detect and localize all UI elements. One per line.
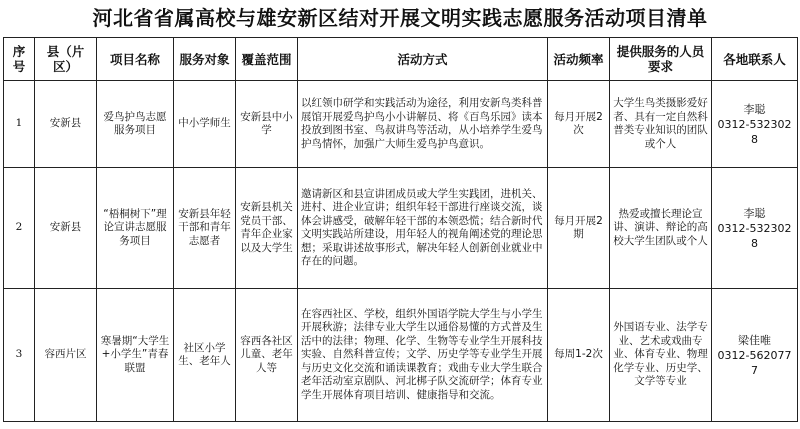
header-requirements: 提供服务的人员要求 [610, 38, 712, 81]
cell-requirements: 外国语专业、法学专业、艺术或戏曲专业、体育专业、物理化学专业、历史学、文学等专业 [610, 289, 712, 422]
project-table [3, 37, 798, 422]
table-row [4, 289, 798, 422]
cell-project: “梧桐树下”理论宣讲志愿服务项目 [97, 168, 174, 289]
cell-county: 容西片区 [35, 289, 97, 422]
contact-name: 李聪 [743, 206, 766, 220]
cell-contact [712, 289, 798, 422]
cell-method: 邀请新区和县宣讲团成员或大学生实践团，进机关、进村、进企业宣讲；组织年轻干部进行座谈交流，谈体会讲感受，破解年轻干部的本领恐慌；结合新时代文明实践站所建设，用年轻人的视角阐述党的理论思想；采取讲述故事形式，解决年轻人创新创业就业中存在的问题。 [298, 168, 548, 289]
header-seq: 序号 [4, 38, 35, 81]
contact-phone: 0312-5323028 [717, 117, 792, 146]
cell-project: 爱鸟护鸟志愿服务项目 [97, 81, 174, 168]
cell-target: 中小学师生 [174, 81, 236, 168]
cell-seq: 1 [4, 81, 35, 168]
cell-seq: 3 [4, 289, 35, 422]
cell-requirements: 大学生鸟类摄影爱好者、具有一定自然科普类专业知识的团队或个人 [610, 81, 712, 168]
cell-contact [712, 168, 798, 289]
cell-frequency: 每月开展2次 [548, 81, 610, 168]
cell-scope: 安新县机关党员干部、青年企业家以及大学生 [236, 168, 298, 289]
cell-requirements: 热爱或擅长理论宣讲、演讲、辩论的高校大学生团队或个人 [610, 168, 712, 289]
document-title: 河北省省属高校与雄安新区结对开展文明实践志愿服务活动项目清单 [92, 6, 708, 30]
cell-seq: 2 [4, 168, 35, 289]
table-row [4, 168, 798, 289]
cell-county: 安新县 [35, 168, 97, 289]
contact-name: 李聪 [743, 102, 766, 116]
contact-phone: 0312-5323028 [717, 221, 792, 250]
cell-contact [712, 81, 798, 168]
header-frequency: 活动频率 [548, 38, 610, 81]
cell-scope: 容西各社区儿童、老年人等 [236, 289, 298, 422]
cell-target: 社区小学生、老年人 [174, 289, 236, 422]
cell-frequency: 每周1-2次 [548, 289, 610, 422]
contact-phone: 0312-5620777 [717, 348, 792, 377]
header-project: 项目名称 [97, 38, 174, 81]
header-row [4, 38, 798, 81]
cell-county: 安新县 [35, 81, 97, 168]
header-county: 县（片区） [35, 38, 97, 81]
header-contact: 各地联系人 [712, 38, 798, 81]
cell-scope: 安新县中小学 [236, 81, 298, 168]
table-row [4, 81, 798, 168]
header-scope: 覆盖范围 [236, 38, 298, 81]
header-target: 服务对象 [174, 38, 236, 81]
cell-frequency: 每月开展2期 [548, 168, 610, 289]
cell-target: 安新县年轻干部和青年志愿者 [174, 168, 236, 289]
cell-project: 寒暑期“大学生+小学生”青春联盟 [97, 289, 174, 422]
cell-method: 在容西社区、学校，组织外国语学院大学生与小学生开展秋游；法律专业大学生以通俗易懂的方式普及生活中的法律；物理、化学、生物等专业学生开展科技实验、自然科普宣传；文学、历史学等专业学生开展与历史文化交流和诵读课教育；戏曲专业大学生联合老年活动室京剧队、河北梆子队交流研学；体育专业学生开展体育项目培训、健康指导和交流。 [298, 289, 548, 422]
header-method: 活动方式 [298, 38, 548, 81]
cell-method: 以红领巾研学和实践活动为途径，利用安新鸟类科普展馆开展爱鸟护鸟小小讲解员、将《百鸟乐园》读本投放到图书室、鸟叔讲鸟等活动，从小培养学生爱鸟护鸟情怀，加强广大师生爱鸟护鸟意识。 [298, 81, 548, 168]
contact-name: 梁佳唯 [738, 333, 771, 347]
